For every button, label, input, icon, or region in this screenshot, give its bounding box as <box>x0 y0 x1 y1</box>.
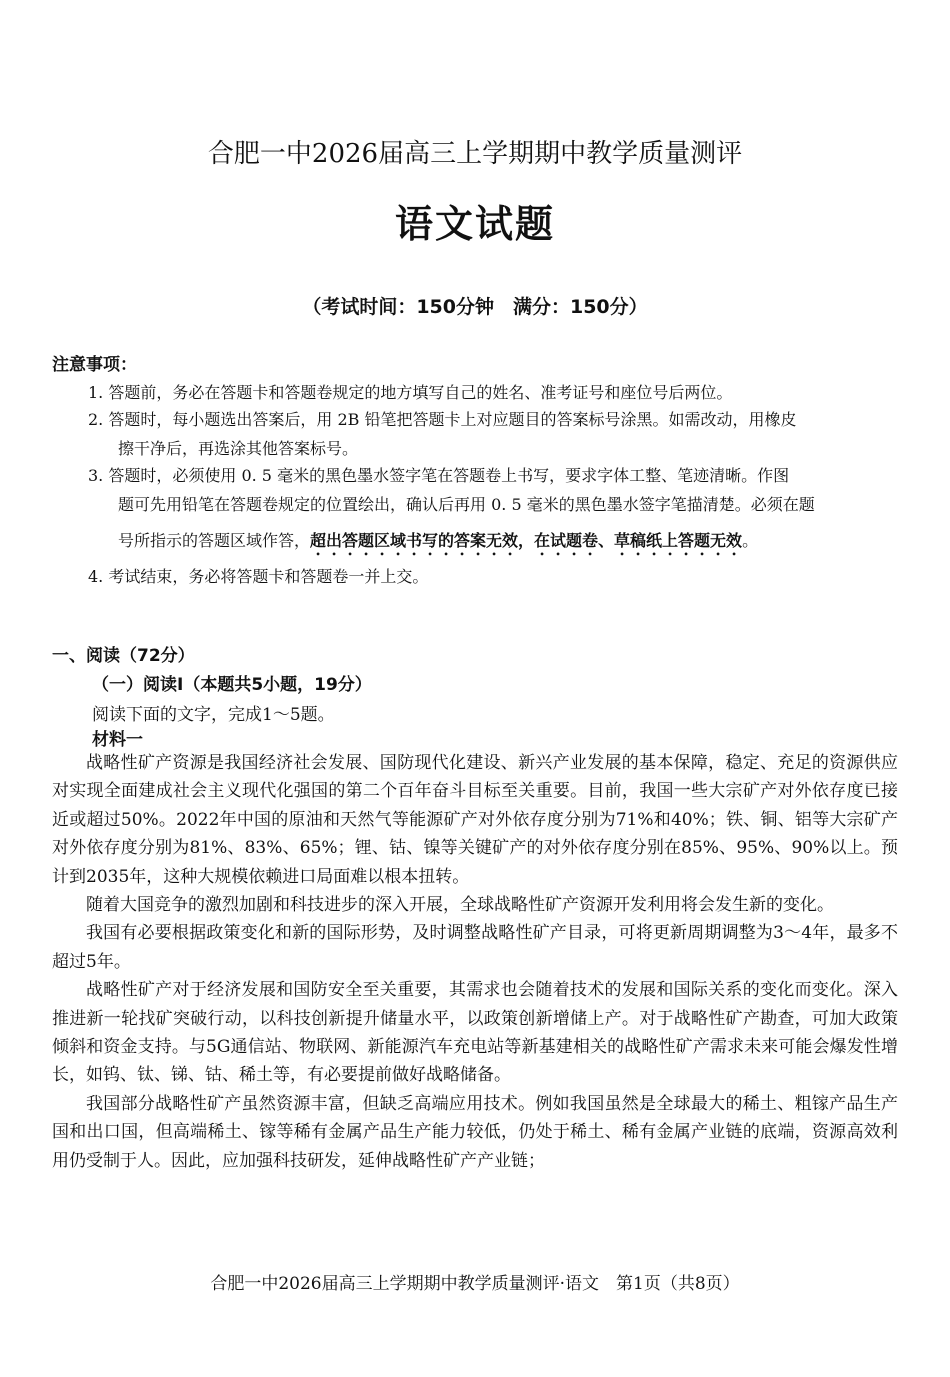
reading-passage <box>52 749 898 1175</box>
material-label: 材料一 <box>92 730 143 750</box>
notice-text-line <box>88 519 900 563</box>
notice-number: 2. <box>88 410 104 429</box>
notice-heading: 注意事项： <box>52 355 137 375</box>
paragraph: 随着大国竞争的激烈加剧和科技进步的深入开展，全球战略性矿产资源开发利用将会发生新的变化。 <box>86 895 834 916</box>
notice-text: 答题前，务必在答题卡和答题卷规定的地方填写自己的姓名、准考证号和座位号后两位。 <box>108 383 733 402</box>
notice-number: 1. <box>88 383 104 402</box>
subject-title: 语文试题 <box>394 201 555 246</box>
notice-item-1 <box>88 378 900 407</box>
paragraph: 战略性矿产资源是我国经济社会发展、国防现代化建设、新兴产业发展的基本保障，稳定、充足的资源供应对实现全面建成社会主义现代化强国的第二个百年奋斗目标至关重要。目前，我国一些大宗矿产对外依存度已接近或超过50%。2022年中国的原油和天然气等能源矿产对外依存度分别为71%和40%；铁、铜、铝等大宗矿产对外依存度分别为81%、83%、65%；锂、钴、镍等关键矿产的对外依存度分别在85%、95%、90%以上。预计到2035年，这种大规模依赖进口局面难以根本扭转。 <box>52 753 898 887</box>
notice-text: ， <box>518 531 535 550</box>
part-title: （一）阅读Ⅰ（本题共5小题，19分） <box>92 675 372 695</box>
paragraph: 我国部分战略性矿产虽然资源丰富，但缺乏高端应用技术。例如我国虽然是全球最大的稀土、粗镓产品生产国和出口国，但高端稀土、镓等稀有金属产品生产能力较低，仍处于稀土、稀有金属产业链的底端，资源高效利用仍受制于人。因此，应加强科技研发，延伸战略性矿产产业链； <box>52 1093 898 1171</box>
exam-info: （考试时间：150分钟 满分：150分） <box>302 296 648 318</box>
paragraph: 我国有必要根据政策变化和新的国际形势，及时调整战略性矿产目录，可将更新周期调整为3～4年，最多不超过5年。 <box>52 923 898 972</box>
paragraph: 战略性矿产对于经济发展和国防安全至关重要，其需求也会随着技术的发展和国际关系的变化而变化。深入推进新一轮找矿突破行动，以科技创新提升储量水平，以政策创新增储上产。对于战略性矿产勘查，可加大政策倾斜和资金支持。与5G通信站、物联网、新能源汽车充电站等新基建相关的战略性矿产需求未来可能会爆发性增长，如钨、钛、锑、钴、稀土等，有必要提前做好战略储备。 <box>52 980 898 1086</box>
notice-number: 3. <box>88 466 104 485</box>
exam-title: 合肥一中2026届高三上学期期中教学质量测评 <box>207 139 743 169</box>
notice-number: 4. <box>88 567 104 586</box>
notice-item-3 <box>88 461 900 563</box>
notice-text: 考试结束，务必将答题卡和答题卷一并上交。 <box>108 567 429 586</box>
notice-item-4 <box>88 562 900 591</box>
section-title: 一、阅读（72分） <box>52 646 195 666</box>
notice-text: 。 <box>742 531 759 550</box>
page-footer: 合肥一中2026届高三上学期期中教学质量测评·语文 第1页（共8页） <box>210 1274 740 1294</box>
notice-text: 题可先用铅笔在答题卷规定的位置绘出，确认后再用 0. 5 毫米的黑色墨水签字笔描清楚。必须在题 <box>118 495 815 514</box>
emphasis-text: 超出答题区域书写的答案无效 <box>310 531 519 550</box>
notice-text: 号所指示的答题区域作答， <box>118 531 311 550</box>
notice-text: 答题时，必须使用 0. 5 毫米的黑色墨水签字笔在答题卷上书写，要求字体工整、笔迹清晰。作图 <box>108 466 790 485</box>
reading-instruction: 阅读下面的文字，完成1～5题。 <box>92 705 335 725</box>
emphasis-text: 在试题卷、草稿纸上答题无效 <box>534 531 743 550</box>
notice-text: 擦干净后，再选涂其他答案标号。 <box>118 439 359 458</box>
notice-item-2 <box>88 405 900 463</box>
notice-text: 答题时，每小题选出答案后，用 2B 铅笔把答题卡上对应题目的答案标号涂黑。如需改动，用橡皮 <box>108 410 797 429</box>
